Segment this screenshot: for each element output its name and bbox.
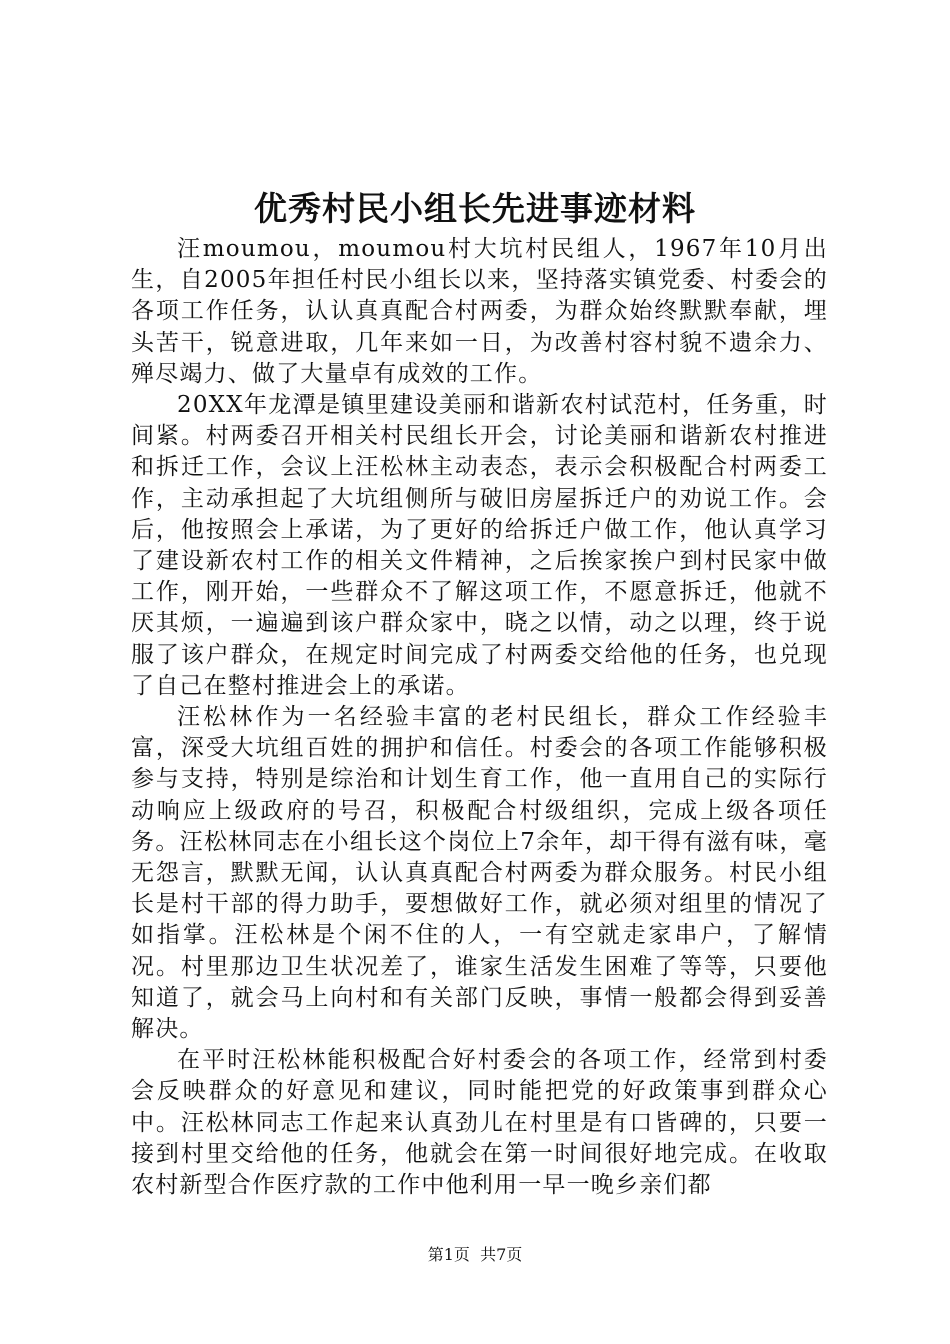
page-total: 共7页 [480,1245,523,1264]
page-number: 第1页 [427,1245,470,1264]
paragraph-4: 在平时汪松林能积极配合好村委会的各项工作，经常到村委会反映群众的好意见和建议，同时能把党的好政策事到群众心中。汪松林同志工作起来认真劲儿在村里是有口皆碑的，只要一接到村里交给他的任务，他就会在第一时间很好地完成。在收取农村新型合作医疗款的工作中他利用一早一晚乡亲们都 [131,1047,828,1199]
paragraph-3: 汪松林作为一名经验丰富的老村民组长，群众工作经验丰富，深受大坑组百姓的拥护和信任。村委会的各项工作能够积极参与支持，特别是综治和计划生育工作，他一直用自己的实际行动响应上级政府的号召，积极配合村级组织，完成上级各项任务。汪松林同志在小组长这个岗位上7余年，却干得有滋有味，毫无怨言，默默无闻，认认真真配合村两委为群众服务。村民小组长是村干部的得力助手，要想做好工作，就必须对组里的情况了如指掌。汪松林是个闲不住的人，一有空就走家串户，了解情况。村里那边卫生状况差了，谁家生活发生困难了等等，只要他知道了，就会马上向村和有关部门反映，事情一般都会得到妥善解决。 [131,704,828,1043]
paragraph-2: 20XX年龙潭是镇里建设美丽和谐新农村试范村，任务重，时间紧。村两委召开相关村民组长开会，讨论美丽和谐新农村推进和拆迁工作，会议上汪松林主动表态，表示会积极配合村两委工作，主动承担起了大坑组侧所与破旧房屋拆迁户的劝说工作。会后，他按照会上承诺，为了更好的给拆迁户做工作，他认真学习了建设新农村工作的相关文件精神，之后挨家挨户到村民家中做工作，刚开始，一些群众不了解这项工作，不愿意拆迁，他就不厌其烦，一遍遍到该户群众家中，晓之以情，动之以理，终于说服了该户群众，在规定时间完成了村两委交给他的任务，也兑现了自己在整村推进会上的承诺。 [131,392,828,699]
document-title: 优秀村民小组长先进事迹材料 [254,189,696,228]
page-footer [0,1244,950,1266]
footer-spacer [470,1245,480,1264]
document-body [131,234,828,1201]
paragraph-1: 汪moumou，moumou村大坑村民组人，1967年10月出生，自2005年担任村民小组长以来，坚持落实镇党委、村委会的各项工作任务，认认真真配合村两委，为群众始终默默奉献，埋头苦干，锐意进取，几年来如一日，为改善村容村貌不遗余力、殚尽竭力、做了大量卓有成效的工作。 [131,236,828,387]
